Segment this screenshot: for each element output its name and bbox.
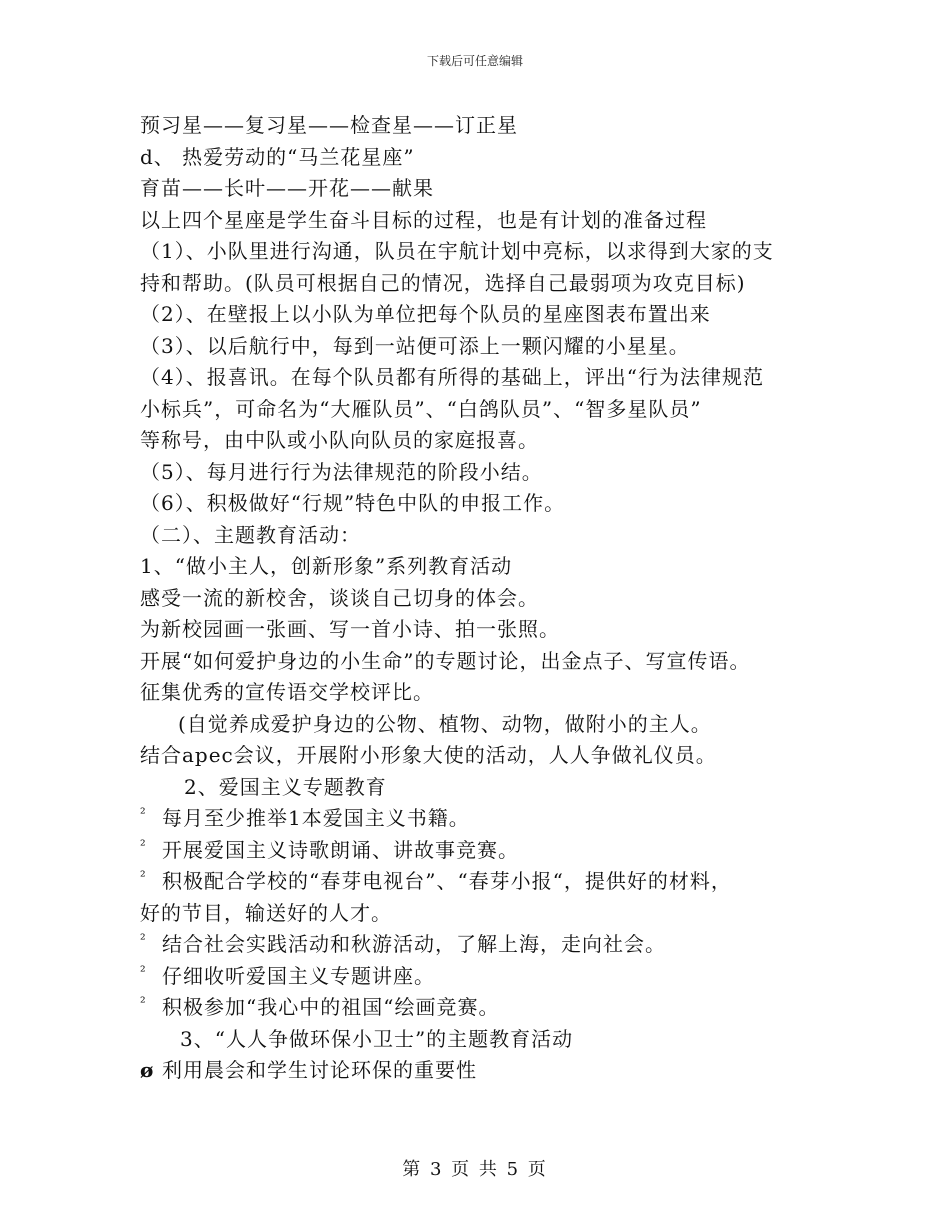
list-item	[140, 1055, 820, 1087]
text-line: 预习星——复习星——检查星——订正星	[140, 113, 518, 137]
text-line: 感受一流的新校舍，谈谈自己切身的体会。	[140, 585, 539, 610]
text-line: （4）、报喜讯。在每个队员都有所得的基础上，评出“行为法律规范	[140, 365, 764, 389]
text-line: 好的节目，输送好的人才。	[140, 900, 392, 925]
bullet-icon: ²	[140, 869, 147, 885]
subsection-heading: 1、“做小主人，创新形象”系列教育活动	[140, 554, 513, 578]
subsection-heading: 3、“人人争做环保小卫士”的主题教育活动	[180, 1026, 574, 1051]
text-line: 开展“如何爱护身边的小生命”的专题讨论，出金点子、写宣传语。	[140, 648, 751, 673]
text-line: 持和帮助。(队员可根据自己的情况，选择自己最弱项为攻克目标)	[140, 270, 746, 295]
bullet-icon: ²	[140, 837, 147, 854]
text-line: 征集优秀的宣传语交学校评比。	[140, 680, 434, 704]
list-item	[140, 866, 820, 898]
list-item-text: 开展爱国主义诗歌朗诵、讲故事竞赛。	[162, 837, 519, 862]
subsection-heading: 2、爱国主义专题教育	[184, 774, 387, 799]
page-footer: 第 3 页 共 5 页	[402, 1159, 548, 1180]
text-line: （3）、以后航行中，每到一站便可添上一颗闪耀的小星星。	[140, 333, 690, 358]
page-header: 下载后可任意编辑	[426, 54, 523, 68]
list-item	[140, 992, 820, 1024]
list-item-text: 每月至少推举1本爱国主义书籍。	[162, 806, 470, 830]
text-line: 小标兵”，可命名为“大雁队员”、“白鸽队员”、“智多星队员”	[140, 396, 702, 421]
bullet-icon: ²	[140, 932, 147, 948]
list-item	[140, 929, 820, 961]
list-item	[140, 803, 820, 835]
phi-bullet-icon: ø	[140, 1058, 155, 1082]
text-line: （6）、积极做好“行规”特色中队的申报工作。	[140, 491, 566, 515]
text-line: 育苗——长叶——开花——献果	[140, 176, 434, 200]
text-line: d、 热爱劳动的“马兰花星座”	[140, 144, 415, 169]
text-line: 结合apec会议，开展附小形象大使的活动，人人争做礼仪员。	[140, 743, 717, 767]
list-item-text: 利用晨会和学生讨论环保的重要性	[162, 1058, 477, 1082]
bullet-icon: ²	[140, 995, 147, 1011]
text-line: (自觉养成爱护身边的公物、植物、动物，做附小的主人。	[178, 711, 712, 736]
list-item-text: 结合社会实践活动和秋游活动，了解上海，走向社会。	[162, 932, 666, 956]
list-item-text: 积极参加“我心中的祖国“绘画竞赛。	[162, 995, 500, 1019]
text-line: 为新校园画一张画、写一首小诗、拍一张照。	[140, 617, 560, 641]
text-line: （1）、小队里进行沟通，队员在宇航计划中亮标，以求得到大家的支	[140, 239, 774, 263]
list-item	[140, 835, 820, 867]
section-heading: （二）、主题教育活动：	[140, 522, 361, 547]
list-item-text: 仔细收听爱国主义专题讲座。	[162, 963, 435, 988]
list-item	[140, 961, 820, 993]
text-line: （2）、在壁报上以小队为单位把每个队员的星座图表布置出来	[140, 302, 711, 326]
text-line: 以上四个星座是学生奋斗目标的过程，也是有计划的准备过程	[140, 207, 707, 232]
document-body	[140, 110, 820, 1087]
bullet-icon: ²	[140, 963, 147, 980]
bullet-icon: ²	[140, 806, 147, 822]
text-line: 等称号，由中队或小队向队员的家庭报喜。	[140, 428, 539, 452]
text-line: （5）、每月进行行为法律规范的阶段小结。	[140, 459, 543, 484]
list-item-text: 积极配合学校的“春芽电视台”、“春芽小报“，提供好的材料，	[162, 869, 732, 893]
